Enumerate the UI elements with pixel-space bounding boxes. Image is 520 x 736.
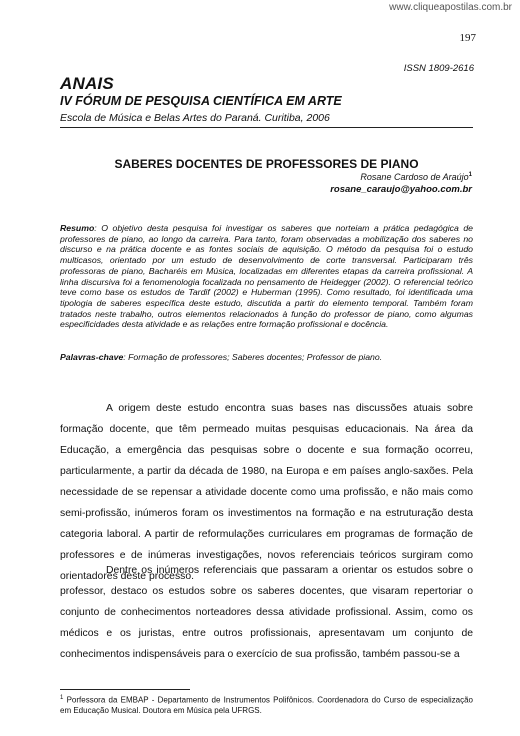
- author-name-text: Rosane Cardoso de Araújo: [360, 172, 469, 182]
- author-footnote-mark[interactable]: 1: [468, 172, 472, 178]
- author-name: [360, 172, 472, 182]
- proceedings-heading: ANAIS: [60, 74, 114, 93]
- abstract-text: : O objetivo desta pesquisa foi investigar os saberes que norteiam a prática pedagógica de professores de piano, ao longo da carreira. Para tanto, foram observadas a mobilização dos saberes no discurso e na prática docente e as fontes sociais de aquisição. O método da pesquisa foi o estudo multicasos, orientado por um estudo de desenvolvimento de corte transversal. Participaram três professoras de piano, Bacharéis em Música, localizadas em diferentes etapas da carreira profissional. A linha discursiva foi a fenomenologia focalizada no pensamento de Heidegger (2002). O referencial teórico teve como base os estudos de Tardif (2002) e Huberman (1995). Como resultado, foi identificada uma tipologia de saberes específica deste estudo, discutida a partir do elemento temporal. Também foram tratados neste trabalho, outros elementos relacionados à função do professor de piano, como algumas especificidades desta atividade e as relações entre formação profissional e docência.: [60, 223, 473, 330]
- site-url[interactable]: www.cliqueapostilas.com.br: [389, 2, 512, 13]
- article-title: SABERES DOCENTES DE PROFESSORES DE PIANO: [114, 157, 419, 171]
- forum-title: IV FÓRUM DE PESQUISA CIENTÍFICA EM ARTE: [60, 94, 342, 108]
- footnote-text: Porfessora da EMBAP - Departamento de Instrumentos Polifônicos. Coordenadora do Curso de especialização em Educação Musical. Doutora em Música pela UFRGS.: [60, 695, 473, 715]
- keywords-label: Palavras-chave: [60, 352, 124, 362]
- issn: ISSN 1809-2616: [403, 63, 474, 74]
- page-number: 197: [459, 32, 476, 44]
- institution-line: Escola de Música e Belas Artes do Paraná. Curitiba, 2006: [60, 112, 330, 124]
- author-email[interactable]: rosane_caraujo@yahoo.com.br: [330, 184, 472, 195]
- abstract-label: Resumo: [60, 223, 95, 233]
- footnote-divider: [60, 689, 190, 690]
- body-paragraph: A origem deste estudo encontra suas bases nas discussões atuais sobre formação docente, que têm permeado muitas pesquisas educacionais. Na área da Educação, a emergência das pesquisas sobre o docente e sua formação ocorreu, particularmente, a partir da década de 1980, na Europa e em países anglo-saxões. Pela necessidade de se repensar a atividade docente como uma profissão, e não mais como semi-profissão, inúmeros foram os investimentos na formação e na estruturação desta categoria laboral. A partir de reformulações curriculares em programas de formação de professores e de inúmeras investigações, novos referenciais teóricos surgiram como orientadores deste processo.: [60, 403, 473, 582]
- footnote-mark: 1: [60, 695, 64, 701]
- keywords-text: : Formação de professores; Saberes docentes; Professor de piano.: [123, 352, 383, 362]
- header-divider: [60, 127, 473, 128]
- footnote: [60, 693, 473, 716]
- abstract: [60, 223, 473, 330]
- keywords: [60, 352, 473, 363]
- body-paragraph: Dentre os inúmeros referenciais que passaram a orientar os estudos sobre o professor, destaco os estudos sobre os saberes docentes, que visaram repertoriar o conjunto de conhecimentos norteadores dessa atividade profissional. Assim, como os médicos e os juristas, entre outros profissionais, apresentavam um conjunto de conhecimentos indispensáveis para o exercício de sua profissão, também passou-se a: [60, 565, 473, 660]
